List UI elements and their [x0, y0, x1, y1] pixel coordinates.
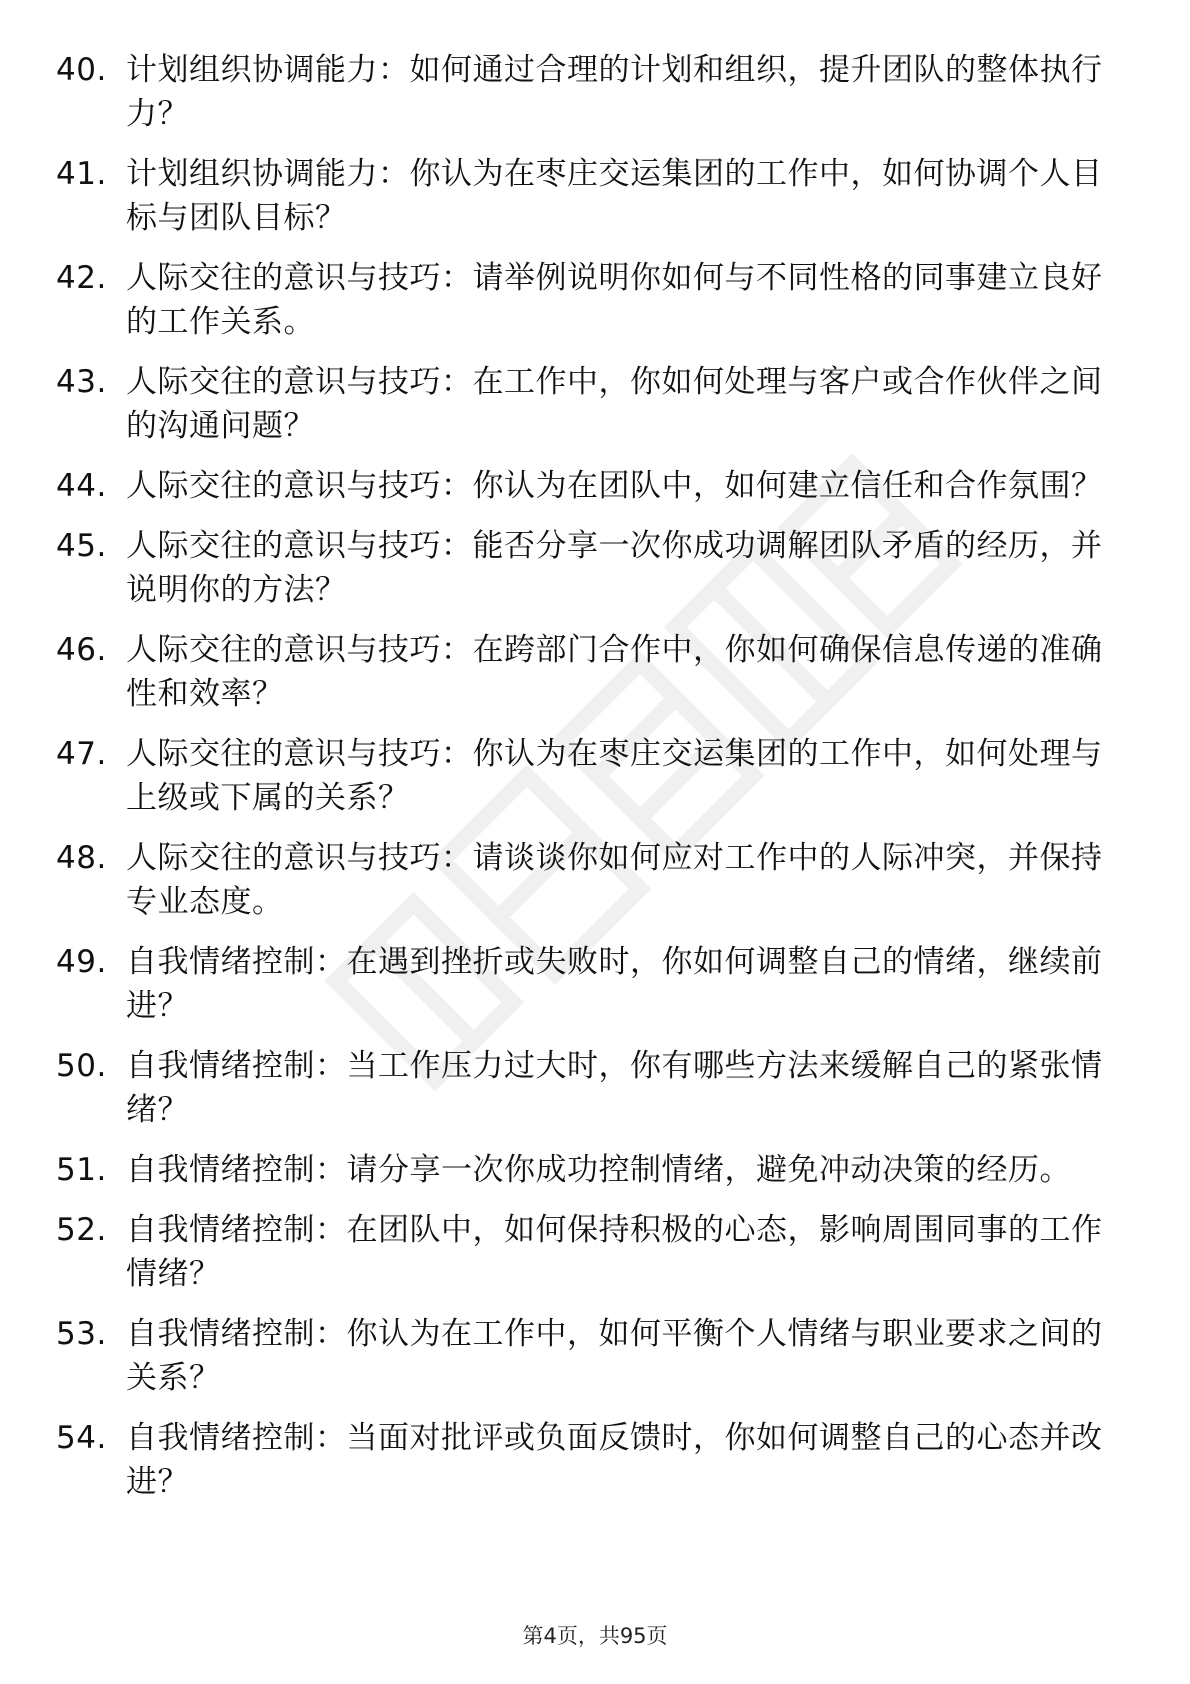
list-item [56, 1148, 1126, 1192]
item-number: 51. [56, 1152, 107, 1188]
list-item [56, 1208, 1126, 1296]
item-number: 48. [56, 840, 107, 876]
item-number: 50. [56, 1048, 107, 1084]
list-item [56, 732, 1126, 820]
list-item [56, 940, 1126, 1028]
item-text: 自我情绪控制：在团队中，如何保持积极的心态，影响周围同事的工作情绪？ [126, 1212, 1103, 1292]
item-text: 自我情绪控制：在遇到挫折或失败时，你如何调整自己的情绪，继续前进？ [126, 944, 1103, 1024]
item-text: 人际交往的意识与技巧：请举例说明你如何与不同性格的同事建立良好的工作关系。 [126, 260, 1103, 340]
item-number: 44. [56, 468, 107, 504]
item-number: 41. [56, 156, 107, 192]
item-text: 自我情绪控制：当面对批评或负面反馈时，你如何调整自己的心态并改进？ [126, 1420, 1103, 1500]
item-number: 45. [56, 528, 107, 564]
item-number: 47. [56, 736, 107, 772]
item-text: 人际交往的意识与技巧：你认为在团队中，如何建立信任和合作氛围？ [126, 468, 1103, 504]
item-number: 49. [56, 944, 107, 980]
item-text: 人际交往的意识与技巧：你认为在枣庄交运集团的工作中，如何处理与上级或下属的关系？ [126, 736, 1103, 816]
item-number: 42. [56, 260, 107, 296]
item-text: 计划组织协调能力：如何通过合理的计划和组织，提升团队的整体执行力？ [126, 52, 1103, 132]
list-item [56, 1312, 1126, 1400]
question-list [56, 48, 1126, 1520]
item-text: 人际交往的意识与技巧：在跨部门合作中，你如何确保信息传递的准确性和效率？ [126, 632, 1103, 712]
item-number: 40. [56, 52, 107, 88]
page-number: 第4页，共95页 [522, 1624, 668, 1648]
list-item [56, 836, 1126, 924]
item-text: 人际交往的意识与技巧：请谈谈你如何应对工作中的人际冲突，并保持专业态度。 [126, 840, 1103, 920]
list-item [56, 48, 1126, 136]
list-item [56, 464, 1126, 508]
item-text: 自我情绪控制：当工作压力过大时，你有哪些方法来缓解自己的紧张情绪？ [126, 1048, 1103, 1128]
item-number: 43. [56, 364, 107, 400]
list-item [56, 152, 1126, 240]
list-item [56, 1044, 1126, 1132]
item-number: 54. [56, 1420, 107, 1456]
list-item [56, 628, 1126, 716]
list-item [56, 1416, 1126, 1504]
item-text: 人际交往的意识与技巧：在工作中，你如何处理与客户或合作伙伴之间的沟通问题？ [126, 364, 1103, 444]
item-text: 自我情绪控制：你认为在工作中，如何平衡个人情绪与职业要求之间的关系？ [126, 1316, 1103, 1396]
list-item [56, 360, 1126, 448]
item-number: 52. [56, 1212, 107, 1248]
item-text: 自我情绪控制：请分享一次你成功控制情绪，避免冲动决策的经历。 [126, 1152, 1071, 1188]
item-number: 53. [56, 1316, 107, 1352]
item-text: 人际交往的意识与技巧：能否分享一次你成功调解团队矛盾的经历，并说明你的方法？ [126, 528, 1103, 608]
item-number: 46. [56, 632, 107, 668]
list-item [56, 524, 1126, 612]
list-item [56, 256, 1126, 344]
item-text: 计划组织协调能力：你认为在枣庄交运集团的工作中，如何协调个人目标与团队目标？ [126, 156, 1103, 236]
